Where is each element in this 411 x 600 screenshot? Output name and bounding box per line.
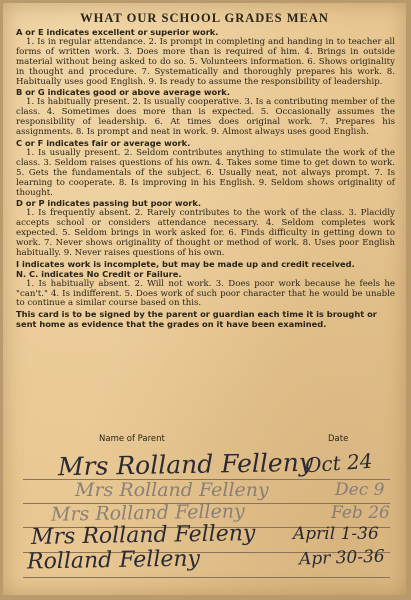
incomplete-note: I indicates work is incomplete, but may be made up and credit received. <box>16 258 355 269</box>
signature-date: April 1-36 <box>293 524 379 544</box>
grade-card <box>3 3 406 595</box>
parent-signature: Rolland Felleny <box>26 546 201 575</box>
date-label: Date <box>328 434 349 444</box>
section-body: 1. Is habitually present. 2. Is usually cooperative. 3. Is a contributing member of the class. 4. Sometimes does more than is expected. 5. Occasionally assumes the responsibility of leadership. 6. At times does original work. 7. Prepares his assignments. 8. Is prompt and neat in work. 9. Almost always uses good English. <box>16 97 395 138</box>
section-heading: D or P indicates passing but poor work. <box>16 198 202 209</box>
parent-signature: Mrs Rolland Felleny <box>75 479 269 501</box>
section-body: 1. Is frequently absent. 2. Rarely contributes to the work of the class. 3. Placidly accepts school or considers attendance necessary. 4. Seldom completes work expected. 5. Seldom brings in work asked for. 6. Finds difficulty in getting down to work. 7. Never shows originality of thought or method of work. 8. Uses poor English habitually. 9. Never raises questions of his own. <box>16 208 395 258</box>
section-body: 1. Is habitually absent. 2. Will not work. 3. Does poor work because he feels he "can't." 4. Is indifferent. 5. Does work of such poor character that he would be unable to continue a similar course based on this. <box>16 278 395 309</box>
parent-signature: Mrs Rolland Felleny <box>50 500 245 526</box>
signing-instructions: This card is to be signed by the parent or guardian each time it is brought or sent home as evidence that the grades on it have been examined. <box>16 309 377 330</box>
grade-section-b <box>16 88 395 138</box>
card-title: WHAT OUR SCHOOL GRADES MEAN <box>80 11 329 25</box>
grade-section-c <box>16 139 395 198</box>
section-body: 1. Is in regular attendance. 2. Is prompt in completing and handing in to teacher all forms of written work. 3. Does more than is required of him. 4. Brings in outside material without being asked to do so. 5. Volunteers information. 6. Shows originality in thought and procedure. 7. Systematically and thoroughly prepares his work. 8. Habitually uses good English. 9. Is ready to assume the responsibility of leadership. <box>16 36 395 87</box>
section-heading: B or G indicates good or above average work. <box>16 87 230 98</box>
grade-section-nc <box>16 270 395 310</box>
grade-section-d <box>16 199 395 258</box>
signature-line <box>23 577 390 578</box>
signature-date: Feb 26 <box>331 503 390 523</box>
grade-section-a <box>16 28 395 87</box>
section-heading: N. C. indicates No Credit or Failure. <box>16 268 182 279</box>
grade-definitions <box>16 28 395 330</box>
parent-signature: Mrs Rolland Felleny <box>57 447 314 482</box>
signature-date: Oct 24 <box>304 448 374 478</box>
parent-name-label: Name of Parent <box>99 434 165 444</box>
section-body: 1. Is usually present. 2. Seldom contributes anything to stimulate the work of the class. 3. Seldom raises questions of his own. 4. Takes some time to get down to work. 5. Gets the fundamentals of the subject. 6. Usually neat, not always prompt. 7. Is learning to cooperate. 8. Is improving in his English. 9. Seldom shows originality of thought. <box>16 147 395 198</box>
section-heading: C or F indicates fair or average work. <box>16 137 191 148</box>
signature-date: Dec 9 <box>335 480 385 500</box>
signature-date: Apr 30-36 <box>298 546 386 570</box>
parent-signature: Mrs Rolland Felleny <box>30 521 256 550</box>
section-heading: A or E indicates excellent or superior work. <box>16 27 219 37</box>
